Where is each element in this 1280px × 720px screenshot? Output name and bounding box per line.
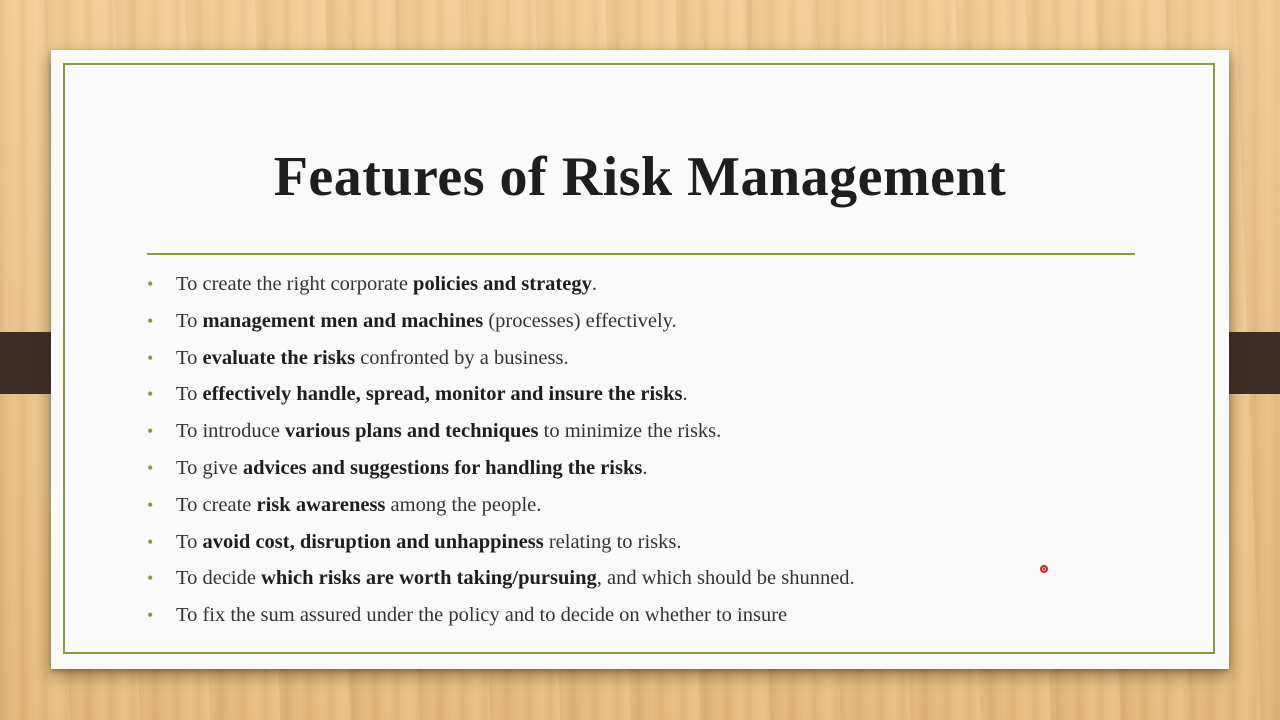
- laser-pointer-cursor-icon: [1040, 565, 1048, 573]
- bullet-list: [147, 266, 855, 634]
- slide-title: Features of Risk Management: [273, 146, 1007, 208]
- list-item: • To fix the sum assured under the policy and to decide on whether to insure: [147, 597, 855, 634]
- list-item: • To avoid cost, disruption and unhappiness relating to risks.: [147, 524, 855, 561]
- bullet-icon: •: [147, 531, 154, 552]
- list-item: • To management men and machines (processes) effectively.: [147, 303, 855, 340]
- bullet-icon: •: [147, 384, 154, 405]
- list-item: • To give advices and suggestions for handling the risks.: [147, 450, 855, 487]
- list-item: • To evaluate the risks confronted by a business.: [147, 340, 855, 377]
- title-divider: [147, 253, 1135, 255]
- list-item: • To decide which risks are worth taking/pursuing, and which should be shunned.: [147, 560, 855, 597]
- list-item: • To introduce various plans and techniques to minimize the risks.: [147, 413, 855, 450]
- bullet-icon: •: [147, 457, 154, 478]
- bullet-icon: •: [147, 421, 154, 442]
- bullet-icon: •: [147, 568, 154, 589]
- bullet-icon: •: [147, 347, 154, 368]
- bullet-icon: •: [147, 605, 154, 626]
- bullet-icon: •: [147, 494, 154, 515]
- slide: [51, 50, 1229, 669]
- list-item: • To create risk awareness among the people.: [147, 487, 855, 524]
- list-item: • To effectively handle, spread, monitor and insure the risks.: [147, 376, 855, 413]
- bullet-icon: •: [147, 274, 154, 294]
- list-item: • To create the right corporate policies and strategy.: [147, 266, 855, 303]
- bullet-icon: •: [147, 310, 154, 331]
